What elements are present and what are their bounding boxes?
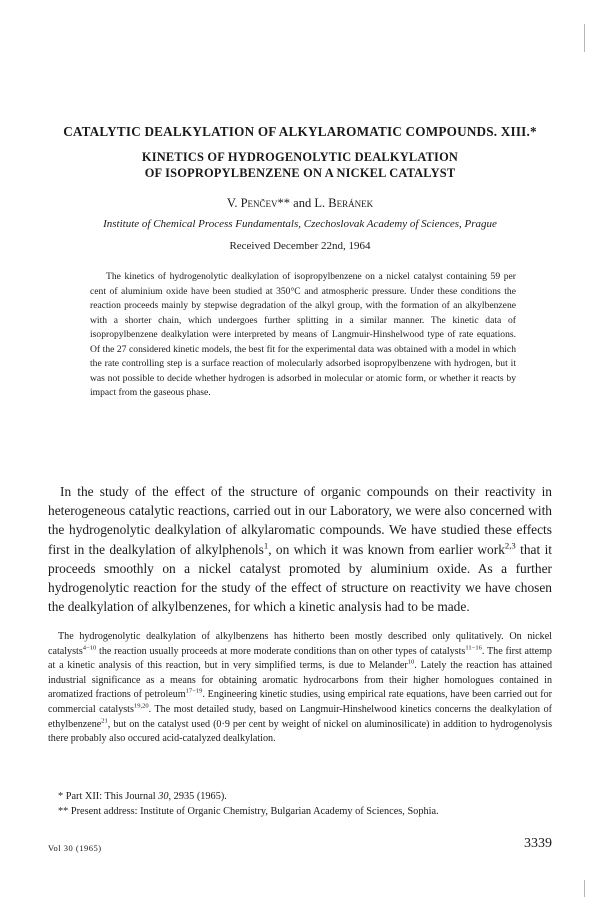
footnote-2: ** Present address: Institute of Organic Chemistry, Bulgarian Academy of Sciences, Sophia. xyxy=(58,805,439,817)
reference-superscript: 10 xyxy=(407,658,415,666)
received-date: Received December 22nd, 1964 xyxy=(229,240,371,252)
abstract: The kinetics of hydrogenolytic dealkylation of isopropylbenzene on a nickel catalyst containing 59 per cent of aluminium oxide have been studied at 350°C and atmospheric pressure. Under these conditions the reaction proceeds mainly by stepwise degradation of the alkyl group, with the formation of an alkylbenzene with a shorter chain, which undergoes further splitting in a similar manner. The kinetic data of isopropylbenzene dealkylation were interpreted by means of Langmuir-Hinshelwood type of rate equations. Of the 27 considered kinetic models, the best fit for the experimental data was obtained with a model in which the rate controlling step is a surface reaction of molecularly adsorbed isopropylbenzene with hydrogen, but it was not possible to decide whether hydrogen is adsorbed in molecular or atomic form, or whether it reacts by impact from the gaseous phase. xyxy=(90,271,516,398)
reference-superscript: 1 xyxy=(263,540,269,551)
intro-paragraph xyxy=(48,482,552,616)
article-title-line-2: KINETICS OF HYDROGENOLYTIC DEALKYLATION xyxy=(141,150,459,164)
reference-superscript: 2,3 xyxy=(504,540,516,551)
body-text: . Lately the reaction has attained industrial significance as a means for obtaining aromatic hydrocarbons from their higher homologues contained in aromatized fractions of petroleum xyxy=(48,660,552,701)
scan-edge-mark xyxy=(584,24,585,52)
footnote-marker: * xyxy=(58,791,66,802)
footnote-volume: 30 xyxy=(158,791,169,802)
body-text: The hydrogenolytic dealkylation of alkylbenzens has hitherto been mostly described only qulitatively. On nickel catalysts xyxy=(48,631,552,657)
reference-superscript: 17−19 xyxy=(185,688,203,696)
reference-superscript: 19,20 xyxy=(133,702,149,710)
footnote-text: , 2935 (1965). xyxy=(168,791,227,802)
author-2: L. Beránek xyxy=(314,196,374,210)
author-conjunction: and xyxy=(290,196,315,210)
footnotes xyxy=(48,790,552,819)
body-text: . The most detailed study, based on Langmuir-Hinshelwood kinetics concerns the dealkylation of ethylbenzene xyxy=(48,703,552,730)
reference-superscript: 11−16 xyxy=(465,644,482,652)
body-text: . The first attemp at a kinetic analysis of this reaction, but in very simplified terms, is due to Melander xyxy=(48,645,552,672)
intro-text: In the study of the effect of the structure of organic compounds on their reactivity in heterogeneous catalytic reactions, carried out in our Laboratory, we were also concerned with the hydrogenolytic dealkylation of alkylaromatic compounds. We have studied these effects first in the dealkylation of alkylphenols xyxy=(48,484,552,557)
affiliation: Institute of Chemical Process Fundamentals, Czechoslovak Academy of Sciences, Prague xyxy=(103,218,497,230)
page-footer xyxy=(48,836,552,856)
body-paragraph xyxy=(48,630,552,747)
reference-superscript: 21 xyxy=(101,717,108,725)
footnote-text: Part XII: This Journal xyxy=(65,791,159,802)
article-title-line-3: OF ISOPROPYLBENZENE ON A NICKEL CATALYST xyxy=(144,166,456,180)
footnote-1 xyxy=(48,790,552,805)
body-text: the reaction usually proceeds at more moderate conditions than on other types of catalysts xyxy=(96,645,466,657)
page-number: 3339 xyxy=(524,836,552,851)
body-text: , but on the catalyst used (0·9 per cent by weight of nickel on aluminosilicate) in addition to hydrogenolysis there probably also occured acid-catalyzed dealkylation. xyxy=(48,718,552,745)
author-1: V. Penčev** xyxy=(226,196,291,210)
intro-text: that it proceeds smoothly on a nickel catalyst promoted by aluminium oxide. As a further hydrogenolytic reaction for the study of the effect of structure on reactivity we have chosen the dealkylation of alkylbenzenes, for which a kinetic analysis had to be made. xyxy=(48,541,553,615)
volume-line: Vol 30 (1965) xyxy=(48,843,102,853)
author-line xyxy=(0,196,600,211)
scan-edge-mark xyxy=(584,880,585,897)
article-title-line-1: CATALYTIC DEALKYLATION OF ALKYLAROMATIC COMPOUNDS. XIII.* xyxy=(63,124,537,139)
body-text: . Engineering kinetic studies, using empirical rate equations, have been carried out for commercial catalysts xyxy=(48,689,552,715)
reference-superscript: 4−10 xyxy=(82,644,97,652)
intro-text: , on which it was known from earlier work xyxy=(268,541,505,557)
